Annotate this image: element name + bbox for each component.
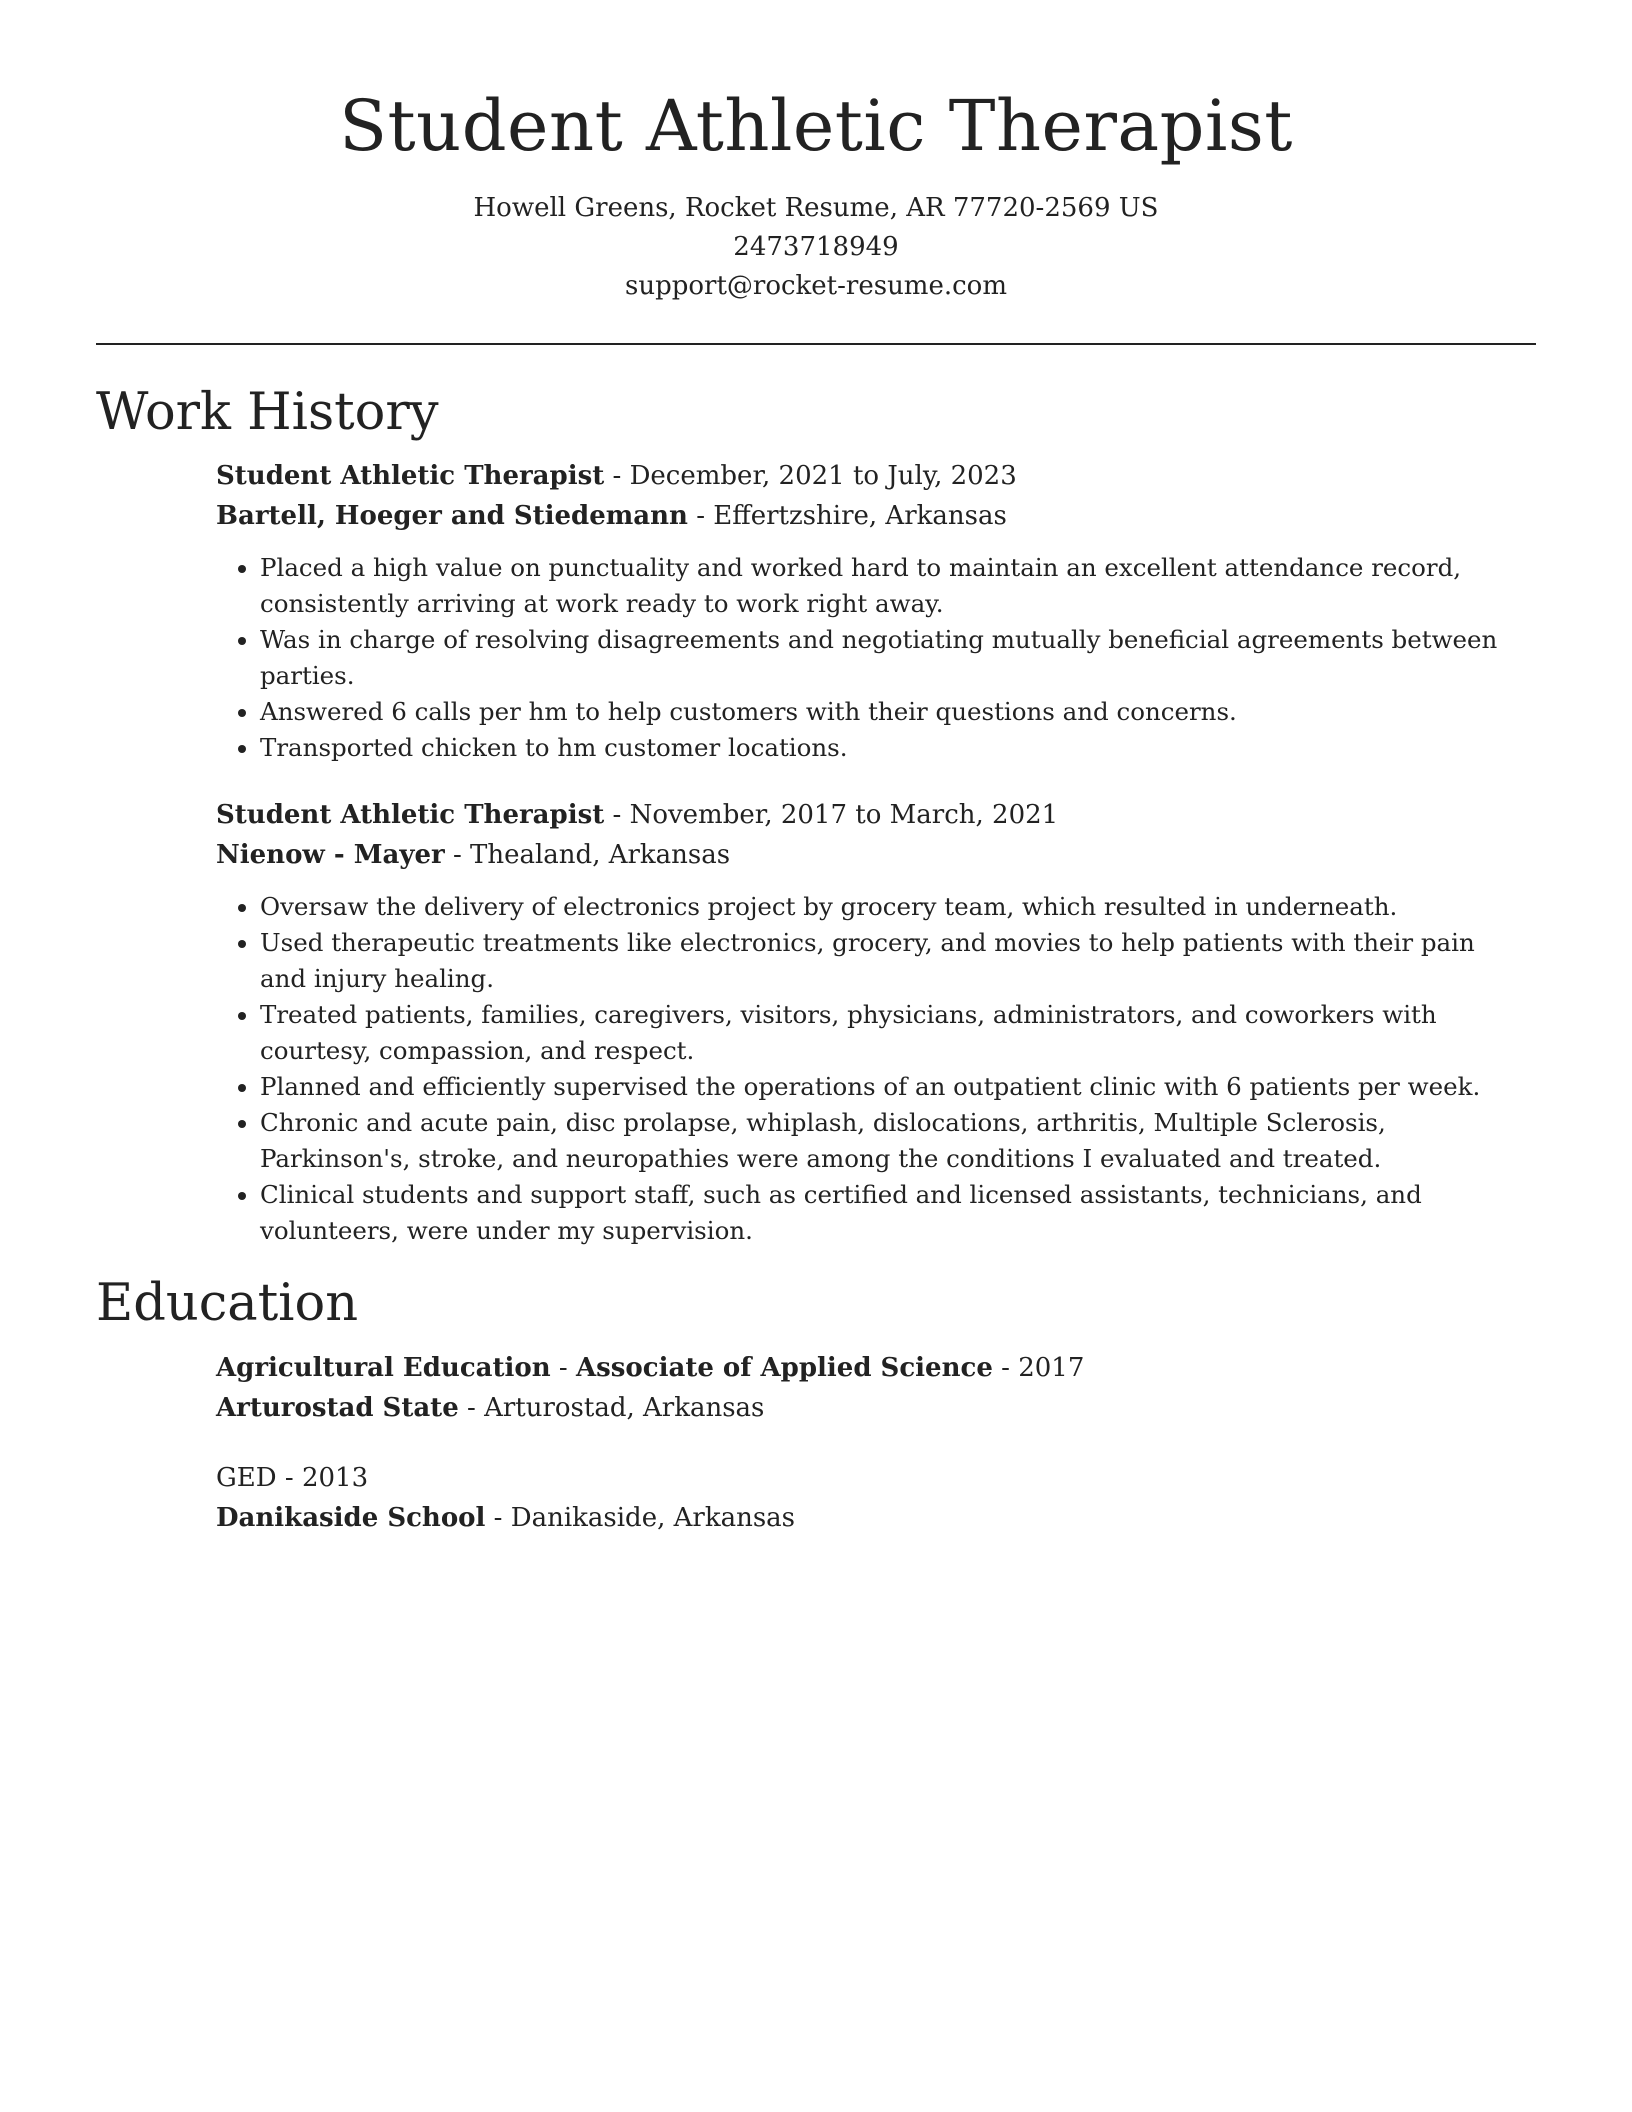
education-heading: Education	[96, 1274, 359, 1333]
phone-number: 2473718949	[733, 232, 899, 262]
job-role: Student Athletic Therapist	[216, 461, 605, 491]
job-title-line	[216, 795, 1526, 835]
education-year: 2013	[301, 1463, 369, 1493]
job-entry	[216, 456, 1526, 766]
job-bullet-list	[216, 550, 1526, 766]
degree-line	[216, 1348, 1526, 1388]
header-divider	[96, 343, 1536, 345]
school-location: Arturostad, Arkansas	[484, 1393, 765, 1423]
education-entry	[216, 1458, 1526, 1538]
education-field: Agricultural Education	[216, 1353, 551, 1383]
address-line: Howell Greens, Rocket Resume, AR 77720-2569 US	[473, 193, 1159, 223]
job-bullet: • Chronic and acute pain, disc prolapse, whiplash, dislocations, arthritis, Multiple Sclerosis, Parkinson's, stroke, and neuropathies were among the conditions I evaluated and treated.	[260, 1105, 1526, 1177]
school-line	[216, 1388, 1526, 1428]
job-company-line	[216, 835, 1526, 875]
job-bullet: • Planned and efficiently supervised the operations of an outpatient clinic with 6 patients per week.	[260, 1069, 1526, 1105]
job-dates: November, 2017 to March, 2021	[629, 800, 1059, 830]
job-bullet-list	[216, 889, 1526, 1249]
job-location: Effertzshire, Arkansas	[713, 501, 1007, 531]
job-bullet: • Transported chicken to hm customer locations.	[260, 730, 1526, 766]
separator: -	[485, 1503, 511, 1533]
separator: -	[687, 501, 714, 531]
job-bullet: • Treated patients, families, caregivers, visitors, physicians, administrators, and coworkers with courtesy, compassion, and respect.	[260, 997, 1526, 1069]
separator: -	[604, 461, 630, 491]
education-degree: Associate of Applied Science	[575, 1353, 993, 1383]
education-year: 2017	[1018, 1353, 1085, 1383]
job-company-line	[216, 496, 1526, 536]
school-name: Arturostad State	[216, 1393, 459, 1423]
job-title-line	[216, 456, 1526, 496]
separator: -	[276, 1463, 302, 1493]
school-name: Danikaside School	[216, 1503, 486, 1533]
job-role: Student Athletic Therapist	[216, 800, 605, 830]
job-bullet: • Clinical students and support staff, such as certified and licensed assistants, technicians, and volunteers, were under my supervision.	[260, 1177, 1526, 1249]
degree-line	[216, 1458, 1526, 1498]
job-entry	[216, 795, 1526, 1249]
education-degree: GED	[216, 1463, 277, 1493]
job-bullet: • Used therapeutic treatments like electronics, grocery, and movies to help patients with their pain and injury healing.	[260, 925, 1526, 997]
separator: -	[992, 1353, 1019, 1383]
job-bullet: • Was in charge of resolving disagreements and negotiating mutually beneficial agreements between parties.	[260, 622, 1526, 694]
separator: -	[458, 1393, 485, 1423]
email-address: support@rocket-resume.com	[624, 271, 1007, 301]
separator: -	[550, 1353, 576, 1383]
job-company: Nienow - Mayer	[216, 840, 445, 870]
job-dates: December, 2021 to July, 2023	[629, 461, 1017, 491]
contact-info	[0, 189, 1632, 306]
candidate-name: Student Athletic Therapist	[339, 85, 1293, 167]
job-bullet: • Placed a high value on punctuality and worked hard to maintain an excellent attendance record, consistently arriving at work ready to work right away.	[260, 550, 1526, 622]
school-location: Danikaside, Arkansas	[510, 1503, 796, 1533]
job-company: Bartell, Hoeger and Stiedemann	[216, 501, 688, 531]
job-bullet: • Answered 6 calls per hm to help customers with their questions and concerns.	[260, 694, 1526, 730]
education-entry	[216, 1348, 1526, 1428]
work-history-heading: Work History	[96, 383, 439, 442]
resume-header	[0, 80, 1632, 306]
separator: -	[444, 840, 471, 870]
school-line	[216, 1498, 1526, 1538]
separator: -	[604, 800, 630, 830]
job-location: Thealand, Arkansas	[470, 840, 731, 870]
job-bullet: • Oversaw the delivery of electronics project by grocery team, which resulted in underneath.	[260, 889, 1526, 925]
